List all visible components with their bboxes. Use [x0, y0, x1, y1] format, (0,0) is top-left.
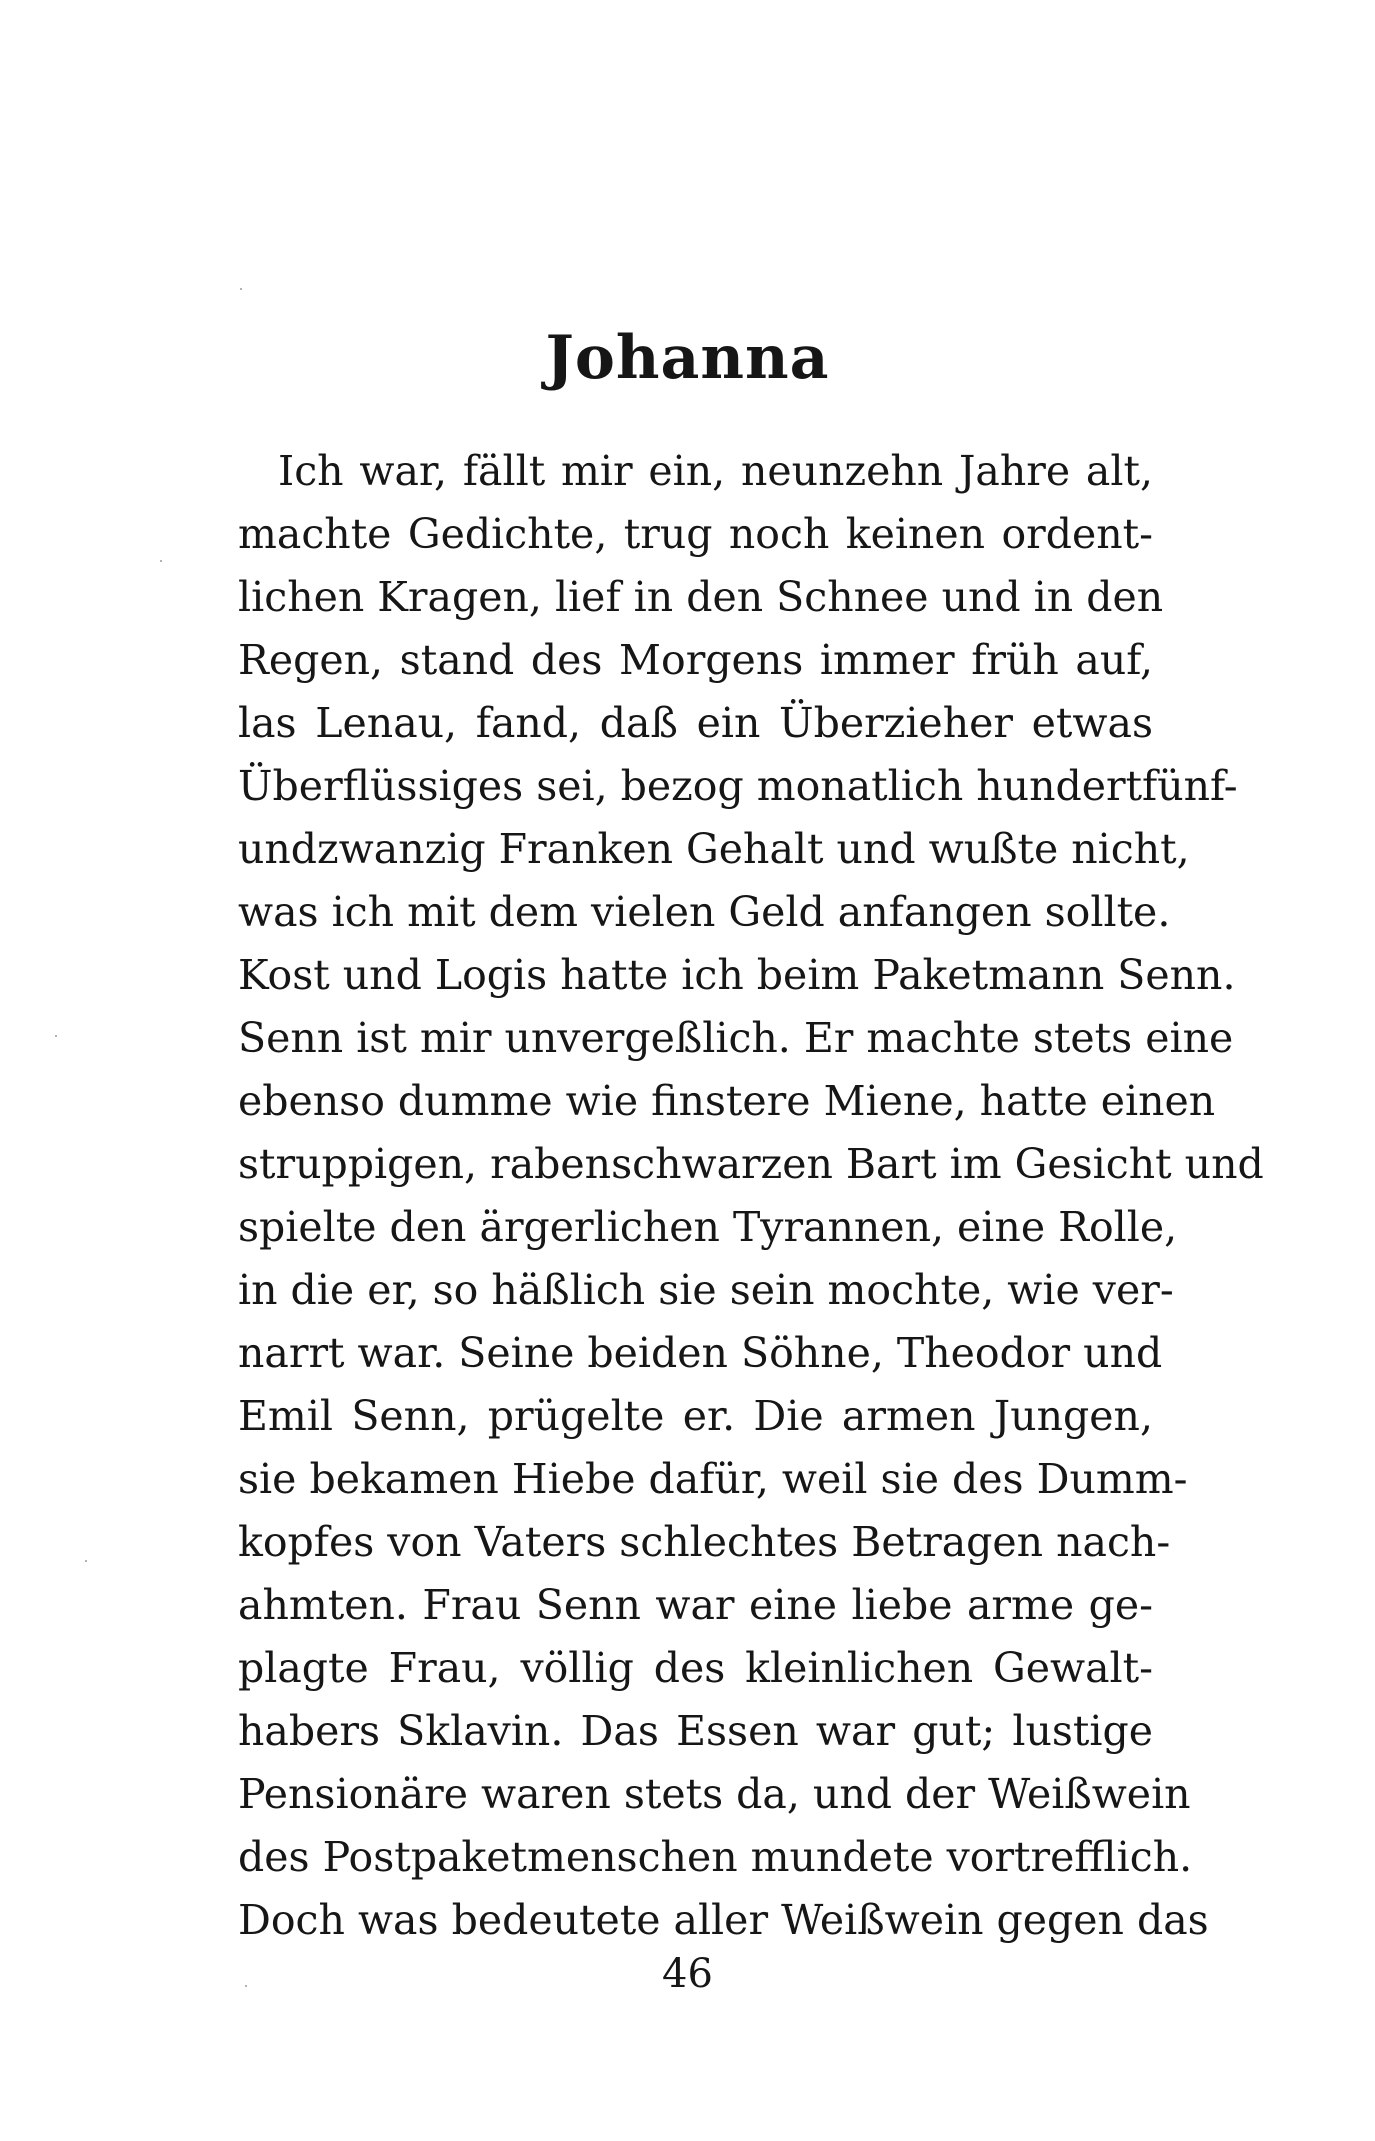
paper-speck — [240, 288, 242, 290]
text-line: undzwanzig Franken Gehalt und wußte nicht, — [238, 825, 1190, 873]
text-line: Senn ist mir unvergeßlich. Er machte stets eine — [238, 1014, 1234, 1062]
text-line: struppigen, rabenschwarzen Bart im Gesicht und — [238, 1140, 1264, 1188]
text-line: Emil Senn, prügelte er. Die armen Jungen, — [238, 1392, 1153, 1440]
paper-speck — [55, 1035, 57, 1037]
text-line: plagte Frau, völlig des kleinlichen Gewalt- — [238, 1644, 1153, 1692]
paper-speck — [160, 560, 162, 562]
paper-speck — [85, 1560, 87, 1562]
text-line: sie bekamen Hiebe dafür, weil sie des Dumm- — [238, 1455, 1188, 1503]
text-line: lichen Kragen, lief in den Schnee und in den — [238, 573, 1164, 621]
text-line: was ich mit dem vielen Geld anfangen sollte. — [238, 888, 1171, 936]
text-line: in die er, so häßlich sie sein mochte, wie ver- — [238, 1266, 1174, 1314]
paper-speck — [245, 1985, 247, 1987]
text-line: narrt war. Seine beiden Söhne, Theodor und — [238, 1329, 1163, 1377]
text-line: spielte den ärgerlichen Tyrannen, eine Rolle, — [238, 1203, 1178, 1251]
page-number: 46 — [662, 1951, 713, 1997]
text-line: Doch was bedeutete aller Weißwein gegen das — [238, 1896, 1209, 1944]
text-line: kopfes von Vaters schlechtes Betragen nach- — [238, 1518, 1171, 1566]
text-line: Pensionäre waren stets da, und der Weißwein — [238, 1770, 1191, 1818]
text-line: Kost und Logis hatte ich beim Paketmann Senn. — [238, 951, 1236, 999]
text-line: las Lenau, fand, daß ein Überzieher etwas — [238, 699, 1153, 747]
text-line: ebenso dumme wie finstere Miene, hatte einen — [238, 1077, 1216, 1125]
text-line: machte Gedichte, trug noch keinen ordent- — [238, 510, 1153, 558]
text-line: ahmten. Frau Senn war eine liebe arme ge- — [238, 1581, 1153, 1629]
text-line: des Postpaketmenschen mundete vortrefflich. — [238, 1833, 1193, 1881]
text-line: Überflüssiges sei, bezog monatlich hundertfünf- — [238, 762, 1238, 810]
chapter-title: Johanna — [545, 323, 830, 393]
text-line: Ich war, fällt mir ein, neunzehn Jahre alt, — [278, 447, 1153, 495]
text-line: habers Sklavin. Das Essen war gut; lustige — [238, 1707, 1153, 1755]
text-line: Regen, stand des Morgens immer früh auf, — [238, 636, 1153, 684]
body-text — [238, 440, 1264, 1952]
